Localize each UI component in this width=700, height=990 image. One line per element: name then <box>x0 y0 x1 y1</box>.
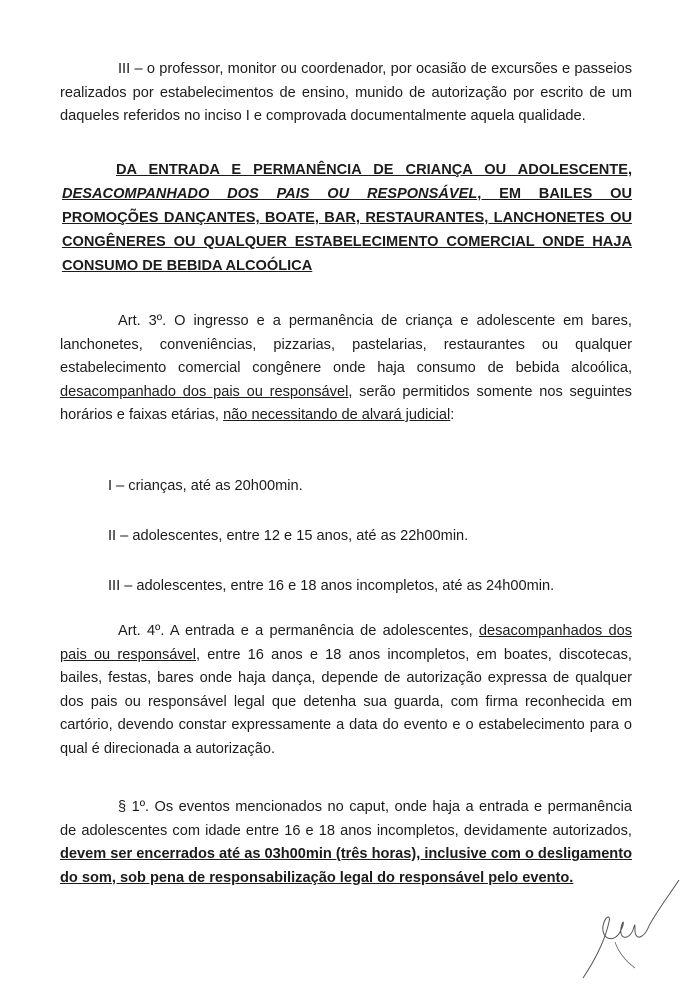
art4-underline: desacompanhados dos pais ou responsável <box>60 623 632 663</box>
par1-bold-underline: devem ser encerrados até as 03h00min (três horas), inclusive com o desligamento do som, sob pena de responsabilização legal do responsável pelo evento. <box>60 846 632 886</box>
heading-part-1: DA ENTRADA E PERMANÊNCIA DE CRIANÇA OU ADOLESCENTE, <box>116 162 632 178</box>
heading-part-3: , EM BAILES OU PROMOÇÕES DANÇANTES, BOATE, BAR, RESTAURANTES, LANCHONETES OU CONGÊNERES OU QUALQUER ESTABELECIMENTO COMERCIAL ONDE HAJA CONSUMO DE BEBIDA ALCOÓLICA <box>62 186 633 274</box>
art3-underline-2: não necessitando de alvará judicial <box>223 407 451 423</box>
signature-tail-stroke <box>615 942 635 968</box>
art3-mid: , serão permitidos somente nos seguintes horários e faixas etárias, <box>60 383 632 423</box>
signature-stroke <box>583 880 679 978</box>
section-heading <box>62 158 632 278</box>
art3-underline-1: desacompanhado dos pais ou responsável <box>60 383 349 400</box>
list-item: I – crianças, até as 20h00min. <box>108 478 303 494</box>
art4-tail: , entre 16 anos e 18 anos incompletos, em boates, discotecas, bailes, festas, bares onde haja dança, depende de autorização expressa de qualquer dos pais ou responsável legal que detenha sua guarda, com firma reconhecida em cartório, devendo constar expressamente a data do evento e o estabelecimento para o qual é direcionada a autorização. <box>60 646 632 757</box>
art3-tail: : <box>450 407 455 423</box>
paragraph-inciso-iii: III – o professor, monitor ou coordenador, por ocasião de excursões e passeios realizados por estabelecimentos de ensino, munido de autorização por escrito de um daqueles referidos no inciso I e comprovada documentalmente aquela qualidade. <box>60 61 632 124</box>
list-item: II – adolescentes, entre 12 e 15 anos, até as 22h00min. <box>108 528 469 544</box>
paragraph-1 <box>60 796 632 890</box>
heading-part-2: DESACOMPANHADO DOS PAIS OU RESPONSÁVEL <box>62 186 478 202</box>
article-4 <box>60 620 632 761</box>
art4-lead: Art. 4º. A entrada e a permanência de adolescentes, <box>118 623 473 639</box>
par1-lead: § 1º. Os eventos mencionados no caput, onde haja a entrada e permanência de adolescentes com idade entre 16 e 18 anos incompletos, devidamente autorizados, <box>60 799 632 839</box>
signature-mark <box>575 870 685 985</box>
article-3 <box>60 310 632 428</box>
list-item: III – adolescentes, entre 16 e 18 anos incompletos, até as 24h00min. <box>108 578 555 594</box>
art3-lead: Art. 3º. O ingresso e a permanência de criança e adolescente em bares, lanchonetes, conveniências, pizzarias, pastelarias, restaurantes ou qualquer estabelecimento comercial congênere onde haja consumo de bebida alcoólica, <box>60 313 632 376</box>
